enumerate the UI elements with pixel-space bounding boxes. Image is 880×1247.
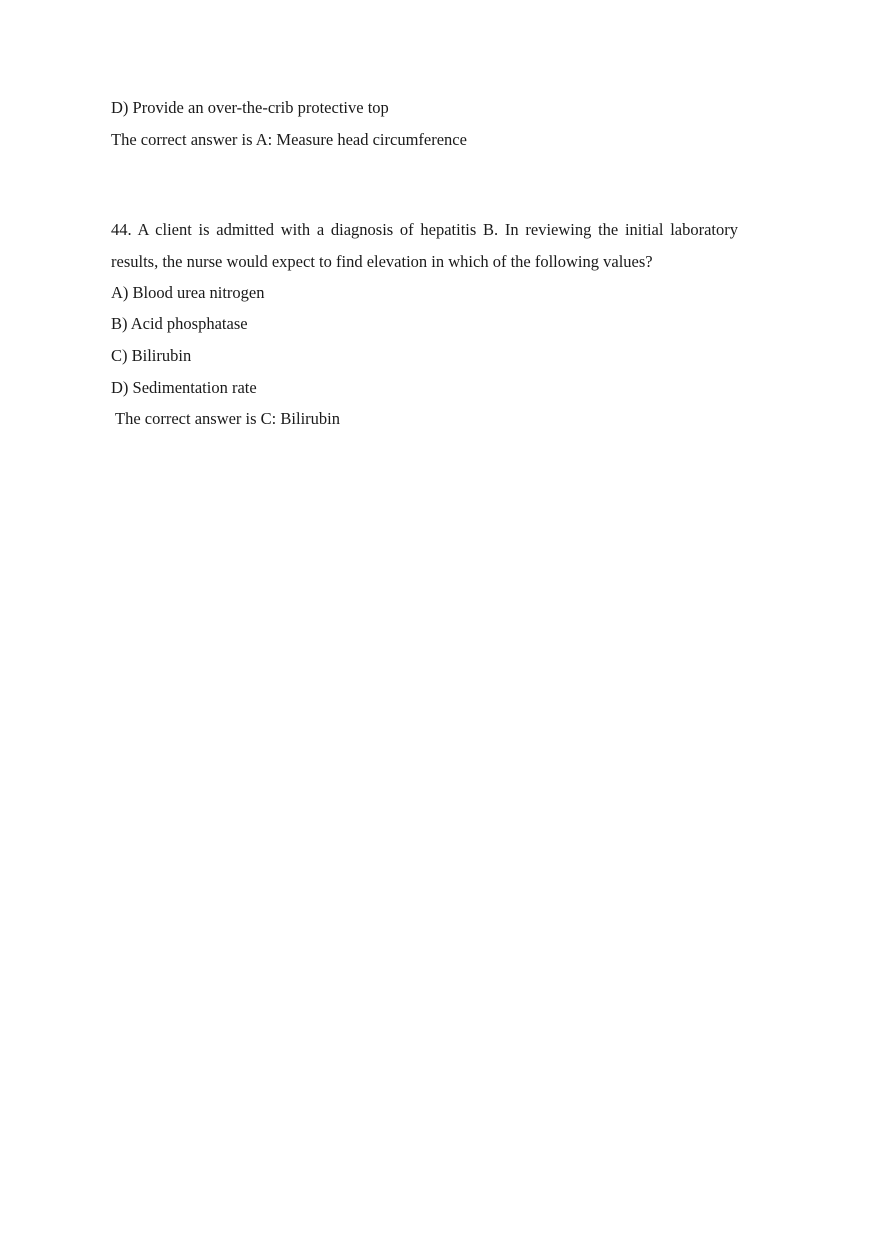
- prev-option-d: D) Provide an over-the-crib protective top: [111, 98, 389, 117]
- option-c: C) Bilirubin: [111, 346, 192, 365]
- prev-answer: The correct answer is A: Measure head circumference: [111, 130, 467, 149]
- question-44-stem-line1: 44. A client is admitted with a diagnosis of hepatitis B. In reviewing the initial laboratory: [111, 220, 738, 239]
- option-b: B) Acid phosphatase: [111, 314, 248, 333]
- question-44-answer: The correct answer is C: Bilirubin: [115, 409, 340, 428]
- option-a: A) Blood urea nitrogen: [111, 283, 265, 302]
- question-44-stem-line2: results, the nurse would expect to find elevation in which of the following values?: [111, 252, 653, 271]
- option-d: D) Sedimentation rate: [111, 378, 257, 397]
